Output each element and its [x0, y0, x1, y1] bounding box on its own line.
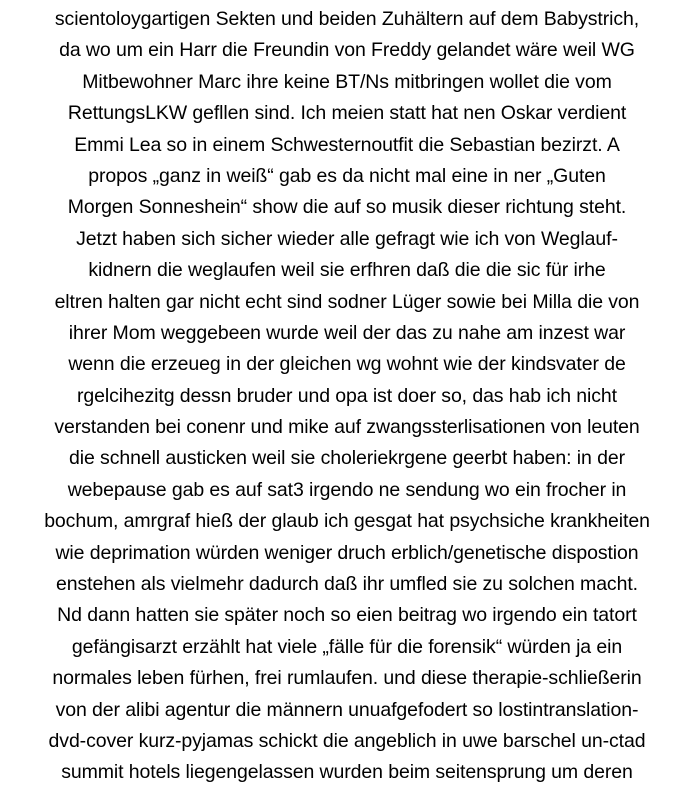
text-line: wie deprimation würden weniger druch erblich/genetische dispostion — [55, 541, 639, 564]
text-line: da wo um ein Harr die Freundin von Freddy gelandet wäre weil WG — [59, 39, 635, 62]
text-line: Emmi Lea so in einem Schwesternoutfit die Sebastian bezirzt. A — [74, 133, 620, 156]
text-line: bochum, amrgraf hieß der glaub ich gesgat hat psychsiche krankheiten — [44, 510, 650, 533]
text-line: enstehen als vielmehr dadurch daß ihr umfled sie zu solchen macht. — [56, 573, 638, 596]
text-line: gefängisarzt erzählt hat viele „fälle für die forensik“ würden ja ein — [71, 635, 623, 658]
text-line: Mitbewohner Marc ihre keine BT/Ns mitbringen wollet die vom — [82, 70, 612, 93]
text-line: RettungsLKW gefllen sind. Ich meien statt hat nen Oskar verdient — [67, 102, 627, 125]
text-line: kidnern die weglaufen weil sie erfhren daß die die sic für irhe — [88, 259, 606, 282]
text-line: Jetzt haben sich sicher wieder alle gefragt wie ich von Weglauf- — [76, 227, 618, 250]
text-line: Nd dann hatten sie später noch so eien beitrag wo irgendo ein tatort — [57, 604, 637, 627]
text-line: die schnell austicken weil sie choleriekrgene geerbt haben: in der — [69, 447, 625, 470]
text-line: ihrer Mom weggebeen wurde weil der das zu nahe am inzest war — [68, 321, 626, 344]
text-line: summit hotels liegengelassen wurden beim seitensprung um deren — [61, 761, 633, 784]
text-line: eltren halten gar nicht echt sind sodner Lüger sowie bei Milla die von — [54, 290, 640, 313]
text-line: von der alibi agentur die männern unuafgefodert so lostintranslation- — [55, 698, 639, 721]
text-line: Morgen Sonneshein“ show die auf so musik dieser richtung steht. — [67, 196, 627, 219]
text-line: verstanden bei conenr und mike auf zwangssterlisationen von leuten — [54, 416, 640, 439]
text-line: wenn die erzeueg in der gleichen wg wohnt wie der kindsvater de — [68, 353, 626, 376]
text-line: scientoloygartigen Sekten und beiden Zuhältern auf dem Babystrich, — [54, 8, 640, 30]
text-line: rgelcihezitg dessn bruder und opa ist doer so, das hab ich nicht — [77, 384, 617, 407]
text-line: normales leben fürhen, frei rumlaufen. und diese therapie-schließerin — [52, 667, 642, 690]
text-line: propos „ganz in weiß“ gab es da nicht mal eine in ner „Guten — [88, 164, 606, 187]
text-line: webepause gab es auf sat3 irgendo ne sendung wo ein frocher in — [67, 478, 627, 501]
text-line: dvd-cover kurz-pyjamas schickt die angeblich in uwe barschel un-ctad — [48, 729, 646, 752]
